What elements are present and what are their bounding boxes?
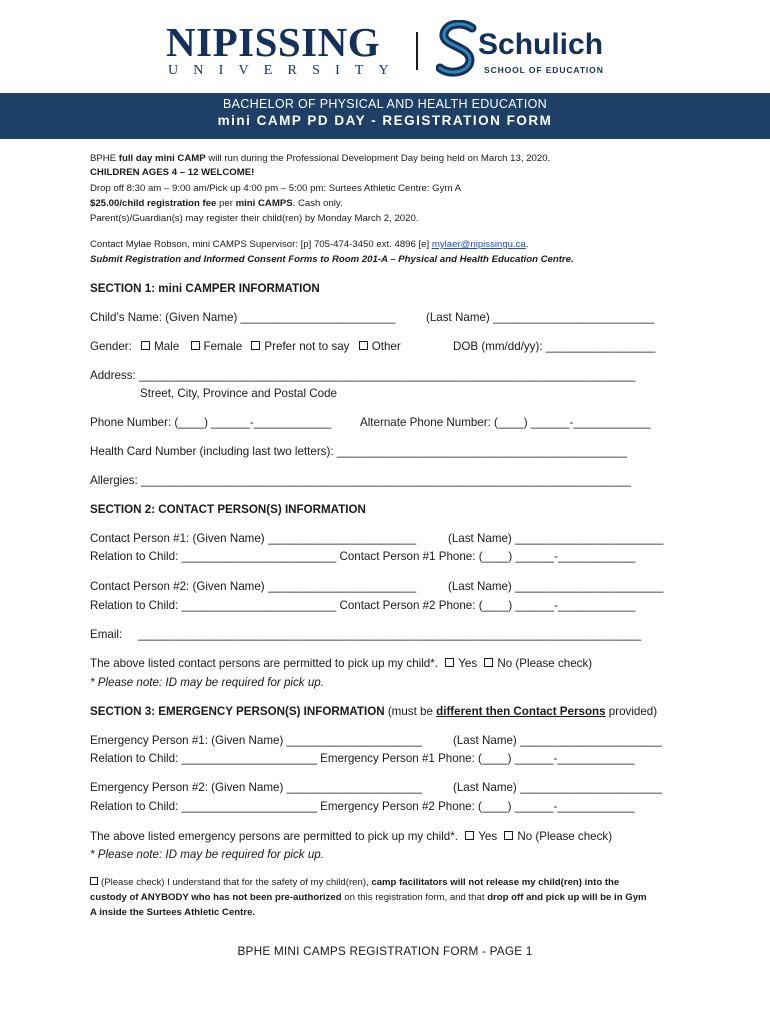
dob-field[interactable]: DOB (mm/dd/yy): _________________ [453, 340, 656, 353]
emergency-2-given-name-field[interactable]: Emergency Person #2: (Given Name) _____________________ [90, 781, 422, 794]
emergency-permission-row: The above listed emergency persons are permitted to pick up my child*. Yes No (Please check) [90, 830, 613, 843]
emergency-2-relation-phone-field[interactable]: Relation to Child: _____________________ Emergency Person #2 Phone: (____) ______-____________ [90, 800, 635, 813]
address-field[interactable]: Address: _____________________________________________________________________________ [90, 369, 636, 382]
address-hint: Street, City, Province and Postal Code [140, 387, 337, 400]
alternate-phone-field[interactable]: Alternate Phone Number: (____) ______-____________ [360, 416, 651, 429]
page-footer: BPHE MINI CAMPS REGISTRATION FORM - PAGE 1 [237, 944, 533, 958]
intro-dropoff: Drop off 8:30 am – 9:00 am/Pick up 4:00 pm – 5:00 pm: Surtees Athletic Centre: Gym A [90, 183, 461, 194]
emergency-2-last-name-field[interactable]: (Last Name) ______________________ [453, 781, 662, 794]
logo-divider [416, 32, 418, 70]
gender-female-checkbox[interactable]: Female [191, 340, 243, 353]
contact-2-given-name-field[interactable]: Contact Person #2: (Given Name) _______________________ [90, 580, 417, 593]
consent-checkbox[interactable] [90, 877, 101, 888]
consent-line-2: custody of ANYBODY who has not been pre-authorized on this registration form, and that drop off and pick up will be in Gym [90, 892, 647, 903]
emergency-1-given-name-field[interactable]: Emergency Person #1: (Given Name) _____________________ [90, 734, 422, 747]
checkbox-icon [90, 877, 98, 885]
emergency-1-last-name-field[interactable]: (Last Name) ______________________ [453, 734, 662, 747]
section-2-title: SECTION 2: CONTACT PERSON(S) INFORMATION [90, 503, 366, 516]
phone-field[interactable]: Phone Number: (____) ______-____________ [90, 416, 332, 429]
nipissing-logo-subtitle: UNIVERSITY [168, 63, 404, 78]
contact-id-note: * Please note: ID may be required for pick up. [90, 676, 324, 689]
email-field[interactable]: ______________________________________________________________________________ [138, 628, 641, 641]
gender-other-checkbox[interactable]: Other [359, 340, 401, 353]
checkbox-icon [251, 341, 260, 350]
contact-2-relation-phone-field[interactable]: Relation to Child: ________________________ Contact Person #2 Phone: (____) ______-____________ [90, 599, 636, 612]
section-3-title: SECTION 3: EMERGENCY PERSON(S) INFORMATION (must be different then Contact Persons provided) [90, 705, 658, 718]
checkbox-icon [484, 658, 493, 667]
form-title: mini CAMP PD DAY - REGISTRATION FORM [217, 113, 553, 128]
intro-ages: CHILDREN AGES 4 – 12 WELCOME! [90, 167, 255, 178]
consent-line-1: (Please check) I understand that for the safety of my child(ren), camp facilitators will not release my child(ren) into the [90, 876, 619, 890]
program-title: BACHELOR OF PHYSICAL AND HEALTH EDUCATION [223, 97, 547, 111]
intro-fee: $25.00/child registration fee per mini CAMPS. Cash only. [90, 198, 343, 209]
emergency-permit-yes-checkbox[interactable]: Yes [465, 830, 497, 843]
intro-submit-instruction: Submit Registration and Informed Consent Forms to Room 201-A – Physical and Health Education Centre. [90, 254, 574, 265]
schulich-logo-wordmark: Schulich [478, 28, 604, 61]
contact-permit-no-checkbox[interactable]: No (Please check) [484, 657, 592, 670]
gender-prefer-not-checkbox[interactable]: Prefer not to say [251, 340, 349, 353]
checkbox-icon [445, 658, 454, 667]
intro-contact: Contact Mylae Robson, mini CAMPS Supervisor: [p] 705-474-3450 ext. 4896 [e] mylaer@nipissingu.ca. [90, 239, 529, 250]
checkbox-icon [465, 831, 474, 840]
contact-2-last-name-field[interactable]: (Last Name) _______________________ [448, 580, 664, 593]
intro-deadline: Parent(s)/Guardian(s) may register their child(ren) by Monday March 2, 2020. [90, 213, 419, 224]
title-banner [0, 93, 770, 139]
email-label: Email: [90, 628, 123, 641]
gender-label: Gender: [90, 340, 132, 353]
contact-1-given-name-field[interactable]: Contact Person #1: (Given Name) _______________________ [90, 532, 417, 545]
child-last-name-field[interactable]: (Last Name) _________________________ [426, 311, 655, 324]
consent-line-3: A inside the Surtees Athletic Centre. [90, 907, 256, 918]
intro-line-1: BPHE full day mini CAMP will run during the Professional Development Day being held on March 13, 2020. [90, 153, 551, 164]
checkbox-icon [504, 831, 513, 840]
health-card-field[interactable]: Health Card Number (including last two letters): _____________________________________________ [90, 445, 627, 458]
schulich-logo-subtitle: SCHOOL OF EDUCATION [484, 65, 604, 75]
contact-permission-row: The above listed contact persons are permitted to pick up my child*. Yes No (Please check) [90, 657, 593, 670]
child-given-name-field[interactable]: Child’s Name: (Given Name) ________________________ [90, 311, 396, 324]
checkbox-icon [359, 341, 368, 350]
gender-row [90, 339, 401, 355]
emergency-1-relation-phone-field[interactable]: Relation to Child: _____________________ Emergency Person #1 Phone: (____) ______-____________ [90, 752, 635, 765]
contact-1-last-name-field[interactable]: (Last Name) _______________________ [448, 532, 664, 545]
gender-male-checkbox[interactable]: Male [141, 340, 179, 353]
checkbox-icon [191, 341, 200, 350]
contact-1-relation-phone-field[interactable]: Relation to Child: ________________________ Contact Person #1 Phone: (____) ______-____________ [90, 550, 636, 563]
nipissing-logo-wordmark: NIPISSING [166, 19, 381, 65]
contact-permit-yes-checkbox[interactable]: Yes [445, 657, 477, 670]
section-1-title: SECTION 1: mini CAMPER INFORMATION [90, 282, 320, 295]
emergency-permit-no-checkbox[interactable]: No (Please check) [504, 830, 612, 843]
checkbox-icon [141, 341, 150, 350]
supervisor-email-link[interactable]: mylaer@nipissingu.ca [431, 239, 526, 250]
allergies-field[interactable]: Allergies: ____________________________________________________________________________ [90, 474, 631, 487]
emergency-id-note: * Please note: ID may be required for pick up. [90, 848, 324, 861]
schulich-s-logo-icon [436, 20, 480, 80]
